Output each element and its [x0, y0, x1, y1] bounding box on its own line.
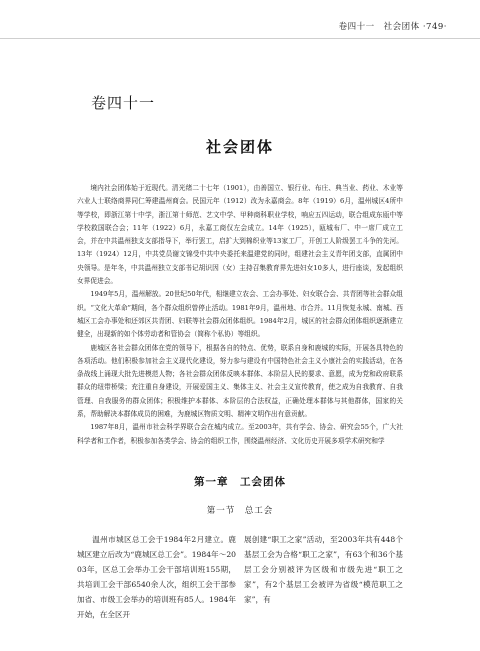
body-column-right: [244, 532, 403, 607]
intro-paragraph: 1949年5月，温州解放。20世纪50年代，相继建立农会、工会办事处、妇女联合会、共青团等社会群众组织。“文化大革命”期间，各个群众组织曾停止活动。1981年9月，温州地、市合并。11月恢复永城、南城、西城区工会办事处和还郊区共青团、妇联等社会群众团体组织。1984年2月，城区的社会群众团体组织逐渐建立健全，出现新的如个体劳动者和管协会（简称个私协）等组织。: [77, 290, 403, 339]
body-column-left: [77, 532, 236, 622]
running-title: 卷四十一 社会团体: [338, 22, 420, 32]
body-paragraph-left: 温州市城区总工会于1984年2月建立。鹿城区建立后改为“鹿城区总工会”。1984年～2003年，区总工会举办工会干部培训班155期，共培训工会干部6540余人次，组织工会干部参加省、市级工会举办的培训班有85人。1984年开始，在全区开: [77, 535, 236, 619]
page-number: ·749·: [422, 22, 447, 32]
intro-paragraph: 1987年8月，温州市社会科学界联合会在城内成立。至2003年，共有学会、协会、研究会55个，广大社科学者和工作者，积极参加各类学会、协会的组织工作，围绕温州经济、文化历史开展多项学术研究和学: [77, 423, 403, 445]
chapter-heading: 第一章 工会团体: [194, 476, 286, 488]
intro-text: [77, 182, 403, 448]
running-header: [339, 20, 447, 32]
page-title: 社会团体: [205, 138, 274, 156]
section-heading: 第一节 总工会: [206, 506, 274, 516]
intro-paragraph: 鹿城区各社会群众团体在党的领导下，根据各自的特点、优势，联系自身和鹿城的实际，开展各具特色的各项活动。他们积极参加社会主义现代化建设，努力参与建设有中国特色社会主义小康社会的实践活动，在各条战线上涌现大批先进模范人物；各社会群众团体反映本群体、本阶层人民的要求、意愿，成为党和政府联系群众的纽带桥梁；充注重自身建设，开展爱国主义、集体主义、社会主义宣传教育，使之成为自我教育、自我管理、自我服务的群众团体；积极维护本群体、本阶层的合法权益，正确处理本群体与其他群体，国家的关系，帮助解决本群体成员的困难，为鹿城区物质文明、精神文明作出有意贡献。: [77, 343, 403, 419]
volume-label: 卷四十一: [91, 94, 156, 112]
intro-paragraph: 境内社会团体始于近现代。清光绪二十七年（1901），由善国立、银行业、布庄、典当业、药业、木业等六业人士联络商界同仁筹建温州商会。民国元年（1912）改为永嘉商会。8年（1919）6月，温州城区4所中等学校，即浙江第十中学，浙江第十师范、艺文中学、甲种商科职业学校，响应五四运动，联合组成东瓯中等学校救国联合会；11年（1922）6月，永嘉工商仅左会成立。14年（1925），瓯城布厂、中一席厂成立工会，并在中共温州独支支部指导下，举行罢工，启扩大到棉织业等13家工厂，开创工人阶级罢工斗争的先河。13年（1924）12月，中共党员谢文锦受中共中央委托来温建党的同时，组建社会主义青年团支部，直属团中央领导。是年冬，中共温州独立支部书记胡识因（女）主持召集教育界先进妇女10多人，进行座谈，发起组织女界促进会。: [77, 184, 403, 286]
body-paragraph-right: 展创建“职工之家”活动，至2003年共有448个基层工会为合格“职工之家”，有63个和36个基层工会分别被评为区级和市级先进“职工之家”，有2个基层工会被评为省级“模范职工之家”，有: [244, 535, 403, 604]
